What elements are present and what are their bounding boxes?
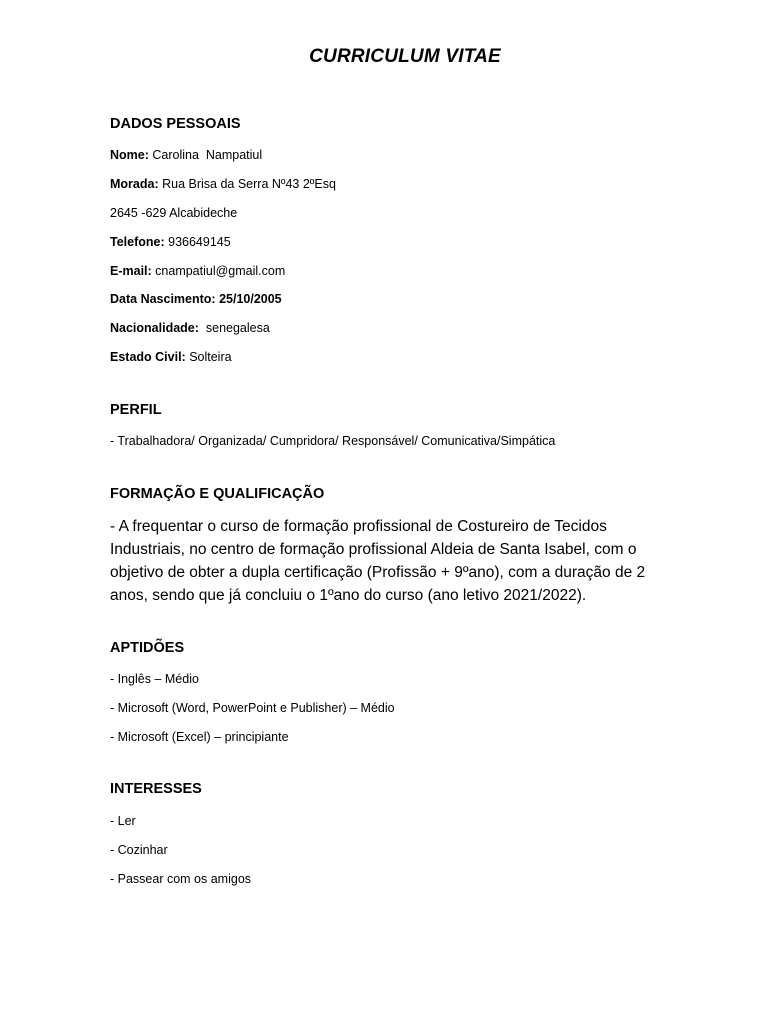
section-heading-perfil: PERFIL (110, 402, 162, 418)
field-label-data-nascimento: Data Nascimento: (110, 292, 216, 306)
aptidao-item: - Microsoft (Excel) – principiante (110, 730, 289, 744)
field-label-email: E-mail: (110, 264, 152, 278)
aptidao-item: - Inglês – Médio (110, 672, 199, 686)
field-nome (110, 148, 262, 162)
field-label-nacionalidade: Nacionalidade: (110, 321, 199, 335)
field-value-telefone: 936649145 (164, 235, 231, 249)
field-value-morada: Rua Brisa da Serra Nº43 2ºEsq (158, 177, 336, 191)
perfil-text: - Trabalhadora/ Organizada/ Cumpridora/ Responsável/ Comunicativa/Simpática (110, 434, 556, 448)
section-heading-aptidoes: APTIDÕES (110, 640, 185, 656)
field-label-estado-civil: Estado Civil: (110, 350, 186, 364)
field-postal-code: 2645 -629 Alcabideche (110, 206, 238, 220)
section-heading-dados-pessoais: DADOS PESSOAIS (110, 116, 241, 132)
field-value-nacionalidade: senegalesa (198, 321, 270, 335)
field-label-nome: Nome: (110, 148, 149, 162)
field-telefone (110, 235, 231, 249)
interesse-item: - Cozinhar (110, 843, 168, 857)
section-heading-interesses: INTERESSES (110, 781, 202, 797)
interesse-item: - Passear com os amigos (110, 872, 252, 886)
document-title: CURRICULUM VITAE (309, 46, 501, 67)
interesse-item: - Ler (110, 814, 136, 828)
field-morada (110, 177, 336, 191)
field-email (110, 264, 285, 278)
field-nacionalidade (110, 321, 270, 335)
section-heading-formacao: FORMAÇÃO E QUALIFICAÇÃO (110, 486, 325, 502)
field-data-nascimento (110, 292, 282, 306)
field-value-nome: Carolina Nampatiul (148, 148, 263, 162)
field-label-telefone: Telefone: (110, 235, 165, 249)
field-value-estado-civil: Solteira (185, 350, 232, 364)
field-value-email: cnampatiul@gmail.com (151, 264, 286, 278)
aptidao-item: - Microsoft (Word, PowerPoint e Publisher) – Médio (110, 701, 395, 715)
formacao-paragraph: - A frequentar o curso de formação profissional de Costureiro de Tecidos Industriais, no centro de formação profissional Aldeia de Santa Isabel, com o objetivo de obter a dupla certificação (Profissão + 9ºano), com a duração de 2 anos, sendo que já concluiu o 1ºano do curso (ano letivo 2021/2022). (110, 518, 646, 604)
field-value-data-nascimento: 25/10/2005 (215, 292, 282, 306)
field-estado-civil (110, 350, 232, 364)
field-label-morada: Morada: (110, 177, 159, 191)
